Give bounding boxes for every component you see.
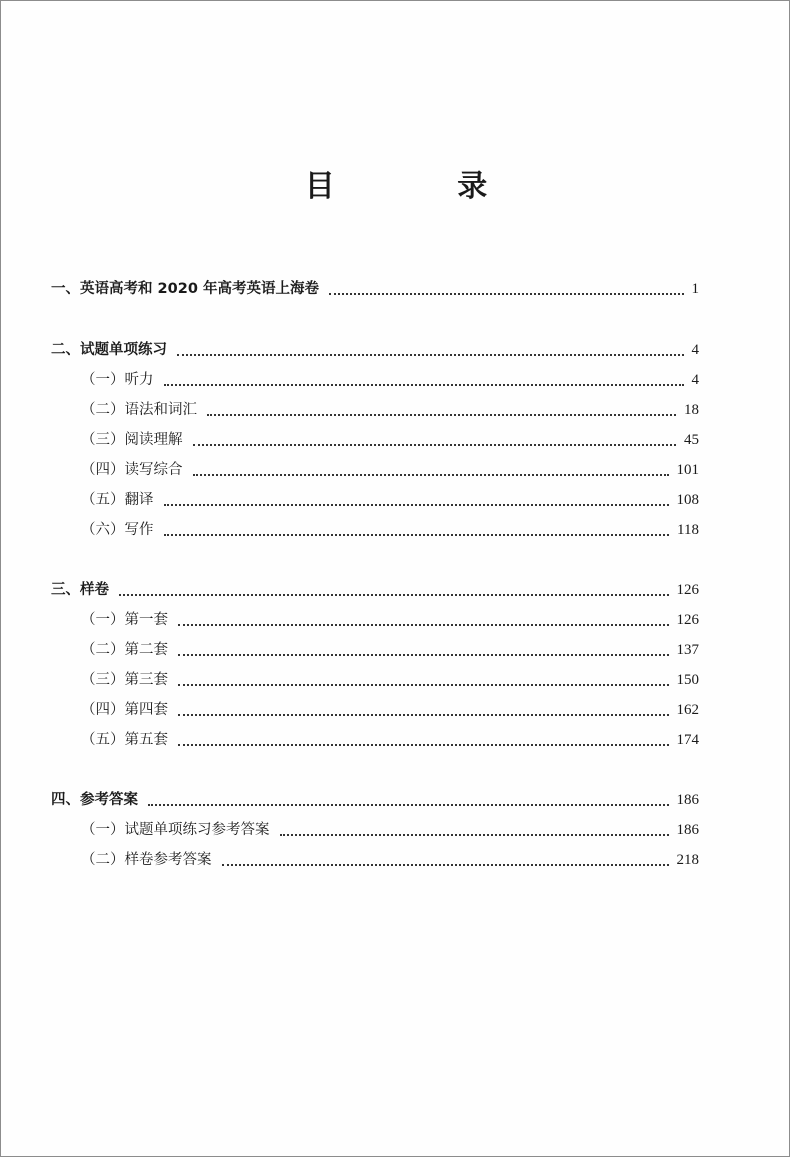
entry-title: （一）试题单项练习参考答案 [81, 822, 270, 838]
toc-entry [1, 399, 790, 421]
page-number: 18 [684, 402, 699, 418]
toc-entry [1, 489, 790, 511]
page-title: 目 录 [304, 169, 544, 204]
entry-title: （五）第五套 [81, 732, 168, 748]
toc-entry [1, 729, 790, 751]
page-number: 1 [691, 281, 699, 297]
dot-leader [178, 654, 669, 656]
page-number: 101 [676, 462, 699, 478]
dot-leader [164, 384, 684, 386]
toc-entry [1, 429, 790, 451]
entry-title: （三）第三套 [81, 672, 168, 688]
dot-leader [329, 293, 684, 295]
toc-entry [1, 459, 790, 481]
toc-entry [1, 609, 790, 631]
section-title: 一、英语高考和 2020 年高考英语上海卷 [51, 281, 319, 297]
toc-entry [1, 519, 790, 541]
entry-title: （四）读写综合 [81, 462, 183, 478]
page-number: 108 [676, 492, 699, 508]
dot-leader [177, 354, 684, 356]
dot-leader [193, 444, 676, 446]
page-number: 118 [677, 522, 699, 538]
toc-section-3 [1, 579, 790, 601]
dot-leader [164, 534, 669, 536]
page-number: 150 [676, 672, 699, 688]
toc-entry [1, 639, 790, 661]
page-number: 174 [676, 732, 699, 748]
page-number: 162 [676, 702, 699, 718]
dot-leader [178, 744, 669, 746]
toc-section-1 [1, 278, 790, 300]
dot-leader [178, 624, 669, 626]
dot-leader [178, 714, 669, 716]
page-number: 4 [691, 342, 699, 358]
page-number: 126 [676, 612, 699, 628]
dot-leader [222, 864, 669, 866]
page-number: 186 [676, 792, 699, 808]
entry-title: （二）样卷参考答案 [81, 852, 212, 868]
section-title: 三、样卷 [51, 582, 109, 598]
section-title: 二、试题单项练习 [51, 342, 167, 358]
page-number: 137 [676, 642, 699, 658]
toc-entry [1, 669, 790, 691]
dot-leader [164, 504, 669, 506]
page-number: 4 [691, 372, 699, 388]
toc-section-2 [1, 339, 790, 361]
toc-entry [1, 819, 790, 841]
page-number: 126 [676, 582, 699, 598]
dot-leader [193, 474, 669, 476]
entry-title: （四）第四套 [81, 702, 168, 718]
page-number: 218 [676, 852, 699, 868]
dot-leader [178, 684, 669, 686]
entry-title: （三）阅读理解 [81, 432, 183, 448]
toc-entry [1, 369, 790, 391]
entry-title: （一）听力 [81, 372, 154, 388]
toc-entry [1, 849, 790, 871]
toc-section-4 [1, 789, 790, 811]
dot-leader [119, 594, 669, 596]
entry-title: （二）语法和词汇 [81, 402, 197, 418]
section-title: 四、参考答案 [51, 792, 138, 808]
toc-entry [1, 699, 790, 721]
dot-leader [280, 834, 669, 836]
page-number: 45 [684, 432, 699, 448]
dot-leader [148, 804, 669, 806]
entry-title: （六）写作 [81, 522, 154, 538]
dot-leader [207, 414, 676, 416]
page-number: 186 [676, 822, 699, 838]
entry-title: （五）翻译 [81, 492, 154, 508]
entry-title: （一）第一套 [81, 612, 168, 628]
entry-title: （二）第二套 [81, 642, 168, 658]
table-of-contents [1, 1, 790, 1158]
